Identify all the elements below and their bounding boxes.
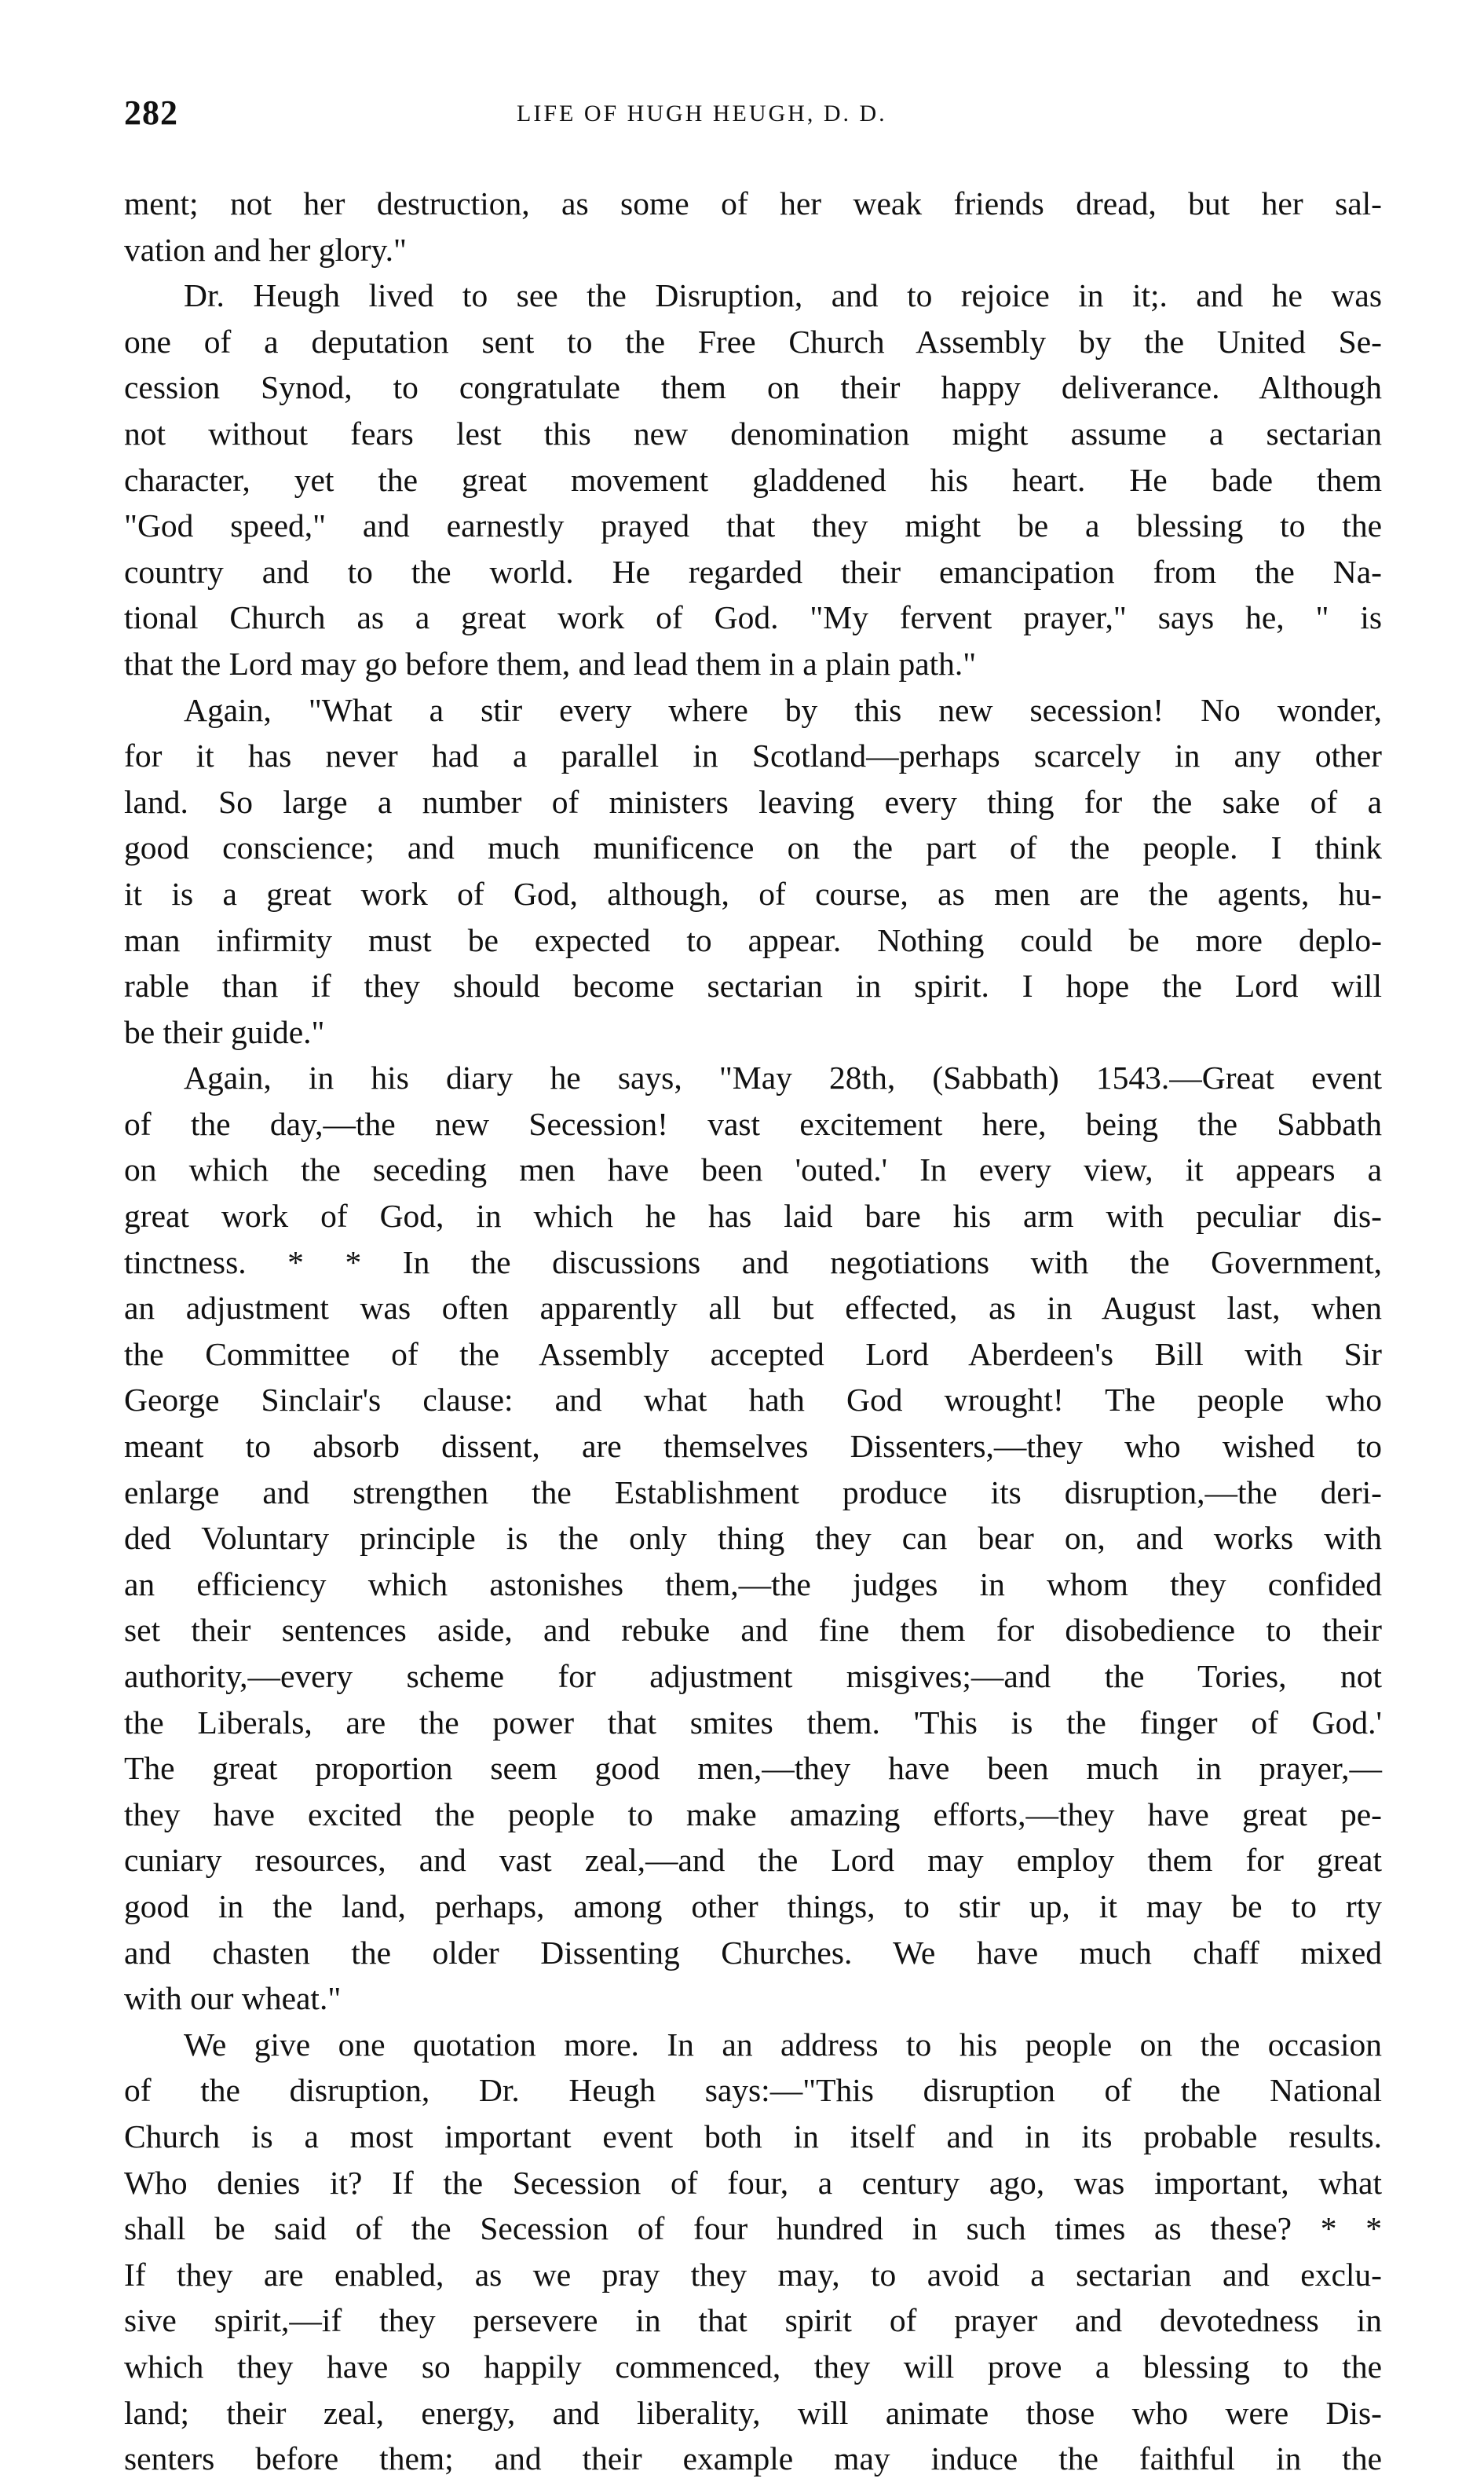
text-line: one of a deputation sent to the Free Church Assembly by the United Se- <box>124 323 1382 360</box>
paragraph <box>124 273 1382 686</box>
paragraph <box>124 687 1382 1056</box>
text-line: set their sentences aside, and rebuke and fine them for disobedience to their <box>124 1612 1382 1649</box>
text-line: tional Church as a great work of God. "My fervent prayer," says he, " is <box>124 599 1382 636</box>
text-line: on which the seceding men have been 'outed.' In every view, it appears a <box>124 1151 1382 1188</box>
text-line: of the disruption, Dr. Heugh says:—"This disruption of the National <box>124 2072 1382 2109</box>
text-line: senters before them; and their example may induce the faithful in the <box>124 2440 1382 2477</box>
paragraph <box>124 1055 1382 2021</box>
text-line: sive spirit,—if they persevere in that spirit of prayer and devotedness in <box>124 2302 1382 2339</box>
text-line: that the Lord may go before them, and lead them in a plain path." <box>124 645 977 682</box>
text-line: Again, "What a stir every where by this new secession! No wonder, <box>184 691 1382 728</box>
text-line: character, yet the great movement gladdened his heart. He bade them <box>124 461 1382 498</box>
text-line: cession Synod, to congratulate them on their happy deliverance. Although <box>124 369 1382 406</box>
running-title: LIFE OF HUGH HEUGH, D. D. <box>517 101 887 126</box>
text-line: ded Voluntary principle is the only thing they can bear on, and works with <box>124 1520 1382 1557</box>
text-line: enlarge and strengthen the Establishment produce its disruption,—the deri- <box>124 1473 1382 1510</box>
text-line: man infirmity must be expected to appear. Nothing could be more deplo- <box>124 921 1382 958</box>
text-line: be their guide." <box>124 1013 325 1050</box>
text-line: with our wheat." <box>124 1980 342 2017</box>
text-line: rable than if they should become sectarian in spirit. I hope the Lord will <box>124 968 1382 1005</box>
text-line: not without fears lest this new denomination might assume a sectarian <box>124 415 1382 452</box>
text-line: an efficiency which astonishes them,—the judges in whom they confided <box>124 1565 1382 1602</box>
text-line: country and to the world. He regarded their emancipation from the Na- <box>124 553 1382 590</box>
text-line: tinctness. * * In the discussions and negotiations with the Government, <box>124 1243 1382 1280</box>
text-line: Dr. Heugh lived to see the Disruption, and to rejoice in it;. and he was <box>184 277 1382 314</box>
text-line: ment; not her destruction, as some of her weak friends dread, but her sal- <box>124 185 1382 221</box>
body-text <box>124 181 1382 2482</box>
page-number: 282 <box>124 93 178 132</box>
text-line: The great proportion seem good men,—they have been much in prayer,— <box>124 1750 1382 1787</box>
running-head <box>124 93 1380 140</box>
text-line: We give one quotation more. In an address to his people on the occasion <box>184 2026 1382 2063</box>
text-line: If they are enabled, as we pray they may, to avoid a sectarian and exclu- <box>124 2256 1382 2293</box>
text-line: Who denies it? If the Secession of four, a century ago, was important, what <box>124 2164 1382 2201</box>
text-line: good in the land, perhaps, among other things, to stir up, it may be to rty <box>124 1887 1382 1924</box>
text-line: the Liberals, are the power that smites them. 'This is the finger of God.' <box>124 1704 1382 1741</box>
text-line: authority,—every scheme for adjustment misgives;—and the Tories, not <box>124 1658 1382 1694</box>
text-line: it is a great work of God, although, of course, as men are the agents, hu- <box>124 875 1382 912</box>
text-line: the Committee of the Assembly accepted Lord Aberdeen's Bill with Sir <box>124 1335 1382 1372</box>
text-line: Again, in his diary he says, "May 28th, (Sabbath) 1543.—Great event <box>184 1060 1382 1096</box>
text-line: great work of God, in which he has laid bare his arm with peculiar dis- <box>124 1198 1382 1235</box>
text-line: they have excited the people to make amazing efforts,—they have great pe- <box>124 1796 1382 1832</box>
text-line: shall be said of the Secession of four hundred in such times as these? * * <box>124 2210 1382 2247</box>
text-line: land; their zeal, energy, and liberality, will animate those who were Dis- <box>124 2394 1382 2431</box>
text-line: an adjustment was often apparently all but effected, as in August last, when <box>124 1290 1382 1327</box>
text-line: meant to absorb dissent, are themselves Dissenters,—they who wished to <box>124 1428 1382 1465</box>
text-line: for it has never had a parallel in Scotland—perhaps scarcely in any other <box>124 738 1382 774</box>
paragraph <box>124 2022 1382 2482</box>
text-line: of the day,—the new Secession! vast excitement here, being the Sabbath <box>124 1105 1382 1142</box>
text-line: George Sinclair's clause: and what hath God wrought! The people who <box>124 1382 1382 1419</box>
text-line: land. So large a number of ministers leaving every thing for the sake of a <box>124 783 1382 820</box>
text-line: which they have so happily commenced, they will prove a blessing to the <box>124 2348 1382 2385</box>
text-line: cuniary resources, and vast zeal,—and the Lord may employ them for great <box>124 1842 1382 1879</box>
paragraph <box>124 181 1382 273</box>
text-line: vation and her glory." <box>124 231 407 268</box>
text-line: and chasten the older Dissenting Churches. We have much chaff mixed <box>124 1934 1382 1971</box>
text-line: good conscience; and much munificence on the part of the people. I think <box>124 829 1382 866</box>
text-line: "God speed," and earnestly prayed that they might be a blessing to the <box>124 507 1382 544</box>
text-line: Church is a most important event both in itself and in its probable results. <box>124 2118 1382 2154</box>
